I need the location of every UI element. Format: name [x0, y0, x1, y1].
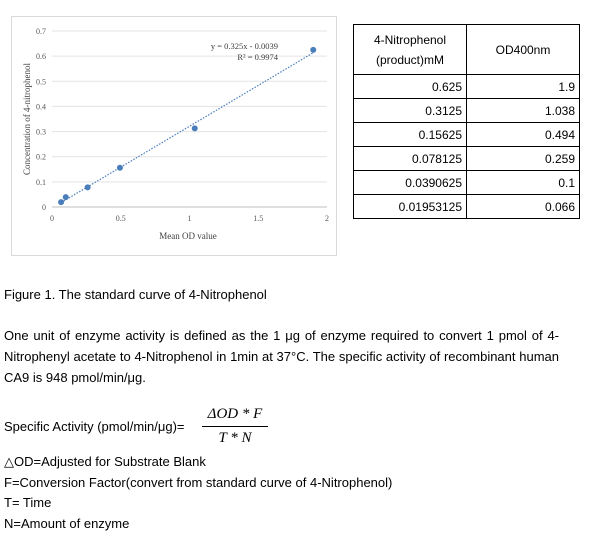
x-tick-label: 1 — [187, 214, 192, 223]
data-point — [192, 125, 198, 131]
table-cell-od: 0.494 — [467, 123, 580, 147]
definition-n: N=Amount of enzyme — [4, 515, 130, 531]
trend-layer — [61, 53, 313, 203]
data-point — [63, 194, 69, 200]
standard-data-table — [353, 24, 580, 219]
y-tick-label: 0.7 — [36, 27, 46, 36]
header-od: OD400nm — [467, 25, 580, 75]
x-tick-label: 0.5 — [115, 214, 126, 223]
data-point — [310, 47, 316, 53]
figure-caption: Figure 1. The standard curve of 4-Nitrophenol — [4, 287, 267, 302]
data-point — [117, 165, 123, 171]
table-cell-concentration: 0.078125 — [354, 147, 467, 171]
table-cell-concentration: 0.15625 — [354, 123, 467, 147]
x-tick-label: 0 — [50, 214, 54, 223]
equation-annotation: y = 0.325x - 0.0039 — [210, 41, 278, 51]
definition-delta-od: △OD=Adjusted for Substrate Blank — [4, 454, 206, 469]
table-row — [354, 195, 580, 219]
formula-lead: Specific Activity (pmol/min/μg)= — [4, 419, 185, 434]
table-cell-concentration: 0.0390625 — [354, 171, 467, 195]
chart-svg — [12, 17, 336, 255]
header-concentration — [354, 25, 467, 75]
header-concentration-line1: 4-Nitrophenol — [373, 32, 447, 47]
table-cell-od: 1.038 — [467, 99, 580, 123]
header-concentration-line2: (product)mM — [375, 52, 444, 67]
table-cell-od: 1.9 — [467, 75, 580, 99]
formula-denominator: T * N — [218, 430, 252, 446]
y-tick-label: 0.3 — [36, 127, 46, 137]
table-cell-od: 0.066 — [467, 195, 580, 219]
y-tick-label: 0.4 — [36, 102, 46, 112]
table-row — [354, 75, 580, 99]
table-cell-od: 0.259 — [467, 147, 580, 171]
data-point — [58, 199, 64, 205]
table-cell-concentration: 0.625 — [354, 75, 467, 99]
data-point — [85, 184, 91, 190]
x-axis-label: Mean OD value — [159, 231, 217, 241]
y-tick-label: 0.1 — [36, 177, 46, 187]
grid-layer — [52, 31, 327, 207]
fraction-bar — [202, 426, 268, 427]
point-layer — [58, 47, 316, 205]
table-row — [354, 99, 580, 123]
table-cell-concentration: 0.3125 — [354, 99, 467, 123]
definition-t: T= Time — [4, 495, 52, 510]
table-row — [354, 147, 580, 171]
definition-f: F=Conversion Factor(convert from standard curve of 4-Nitrophenol) — [4, 474, 393, 490]
table-cell-concentration: 0.01953125 — [354, 195, 467, 219]
table-row — [354, 123, 580, 147]
standard-curve-chart — [11, 16, 337, 256]
y-tick-label: 0 — [42, 203, 46, 212]
table-row — [354, 171, 580, 195]
x-tick-label: 1.5 — [253, 214, 264, 223]
table-header-row — [354, 25, 580, 75]
formula-fraction — [202, 405, 268, 448]
unit-definition-paragraph: One unit of enzyme activity is defined as the 1 μg of enzyme required to convert 1 pmol of 4-Nitrophenyl acetate to 4-Nitrophenol in 1min at 37°C. The specific activity of recombinant human CA9 is 948 pmol/min/μg. — [4, 328, 559, 385]
y-tick-label: 0.5 — [36, 77, 46, 87]
table-cell-od: 0.1 — [467, 171, 580, 195]
variable-definitions — [4, 452, 392, 534]
y-axis-label: Concentration of 4-nitrophenol — [22, 63, 32, 175]
y-tick-label: 0.2 — [36, 152, 46, 162]
x-tick-label: 2 — [325, 214, 329, 223]
trendline — [61, 53, 313, 203]
formula-numerator: ΔOD * F — [207, 406, 263, 422]
y-tick-label: 0.6 — [36, 52, 46, 62]
r2-annotation: R² = 0.9974 — [237, 52, 278, 62]
